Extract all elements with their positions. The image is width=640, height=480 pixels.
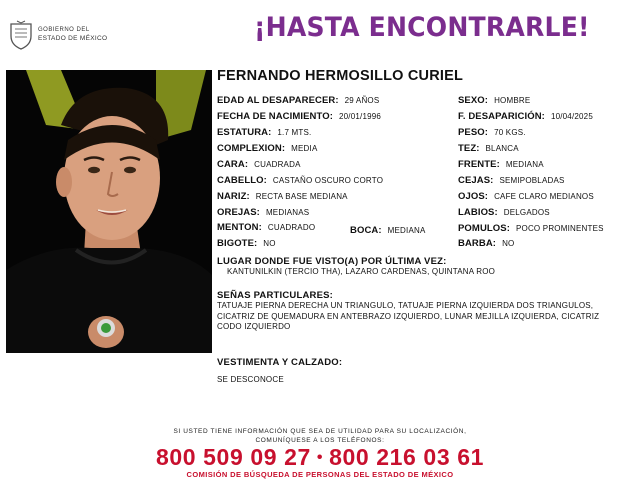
field-orejas (217, 208, 309, 218)
field-barba (458, 239, 514, 249)
portrait-illustration (6, 70, 212, 353)
government-line-1: GOBIERNO DEL (38, 27, 90, 33)
field-label: PESO: (458, 127, 489, 138)
phone-number-1[interactable]: 800 509 09 27 (156, 444, 311, 470)
field-cejas (458, 176, 565, 186)
field-value: NO (502, 239, 515, 248)
government-logo (8, 20, 118, 50)
field-label: TEZ: (458, 143, 480, 154)
missing-person-photo (6, 70, 212, 353)
field-value: MEDIA (291, 144, 318, 153)
field-sexo (458, 96, 530, 106)
field-value: 1.7 MTS. (277, 128, 312, 137)
field-label: LABIOS: (458, 207, 498, 218)
field-cabello (217, 176, 383, 186)
field-value: CUADRADO (267, 223, 316, 232)
field-label: POMULOS: (458, 223, 510, 234)
field-value: 10/04/2025 (550, 112, 593, 121)
field-value: 29 AÑOS (344, 96, 380, 105)
phone-separator: • (316, 449, 324, 466)
field-label: COMPLEXION: (217, 143, 286, 154)
field-value: NO (263, 239, 276, 248)
commission-name: COMISIÓN DE BÚSQUEDA DE PERSONAS DEL ESTADO DE MÉXICO (186, 470, 454, 479)
last-seen-value: KANTUNILKIN (TERCIO THA), LAZARO CARDENAS, QUINTANA ROO (227, 267, 496, 276)
field-value: CAFE CLARO MEDIANOS (494, 192, 594, 201)
field-estatura (217, 128, 311, 138)
field-tez (458, 144, 519, 154)
field-value: POCO PROMINENTES (516, 224, 604, 233)
slogan-title: ¡HASTA ENCONTRARLE! (254, 12, 590, 43)
field-frente (458, 160, 544, 170)
field-label: BOCA: (350, 225, 382, 236)
field-cara (217, 160, 301, 170)
clothing-title: VESTIMENTA Y CALZADO: (217, 357, 343, 368)
field-fecha-desaparicion (458, 112, 593, 122)
marks-title: SEÑAS PARTICULARES: (217, 290, 334, 301)
field-labios (458, 208, 550, 218)
field-value: CUADRADA (254, 160, 301, 169)
field-label: CEJAS: (458, 175, 494, 186)
phone-number-2[interactable]: 800 216 03 61 (329, 444, 484, 470)
field-fecha-nacimiento (217, 112, 381, 122)
contact-message-line-2: COMUNÍQUESE A LOS TELÉFONOS: (255, 436, 385, 444)
contact-message-line-1: SI USTED TIENE INFORMACIÓN QUE SEA DE UTILIDAD PARA SU LOCALIZACIÓN, (173, 428, 467, 435)
field-nariz (217, 192, 348, 202)
last-seen-title: LUGAR DONDE FUE VISTO(A) POR ÚLTIMA VEZ: (217, 256, 447, 267)
field-value: SEMIPOBLADAS (499, 176, 565, 185)
field-pomulos (458, 224, 604, 234)
field-value: DELGADOS (503, 208, 550, 217)
field-label: CABELLO: (217, 175, 267, 186)
field-label: FECHA DE NACIMIENTO: (217, 111, 333, 122)
field-value: CASTAÑO OSCURO CORTO (272, 176, 384, 185)
field-label: EDAD AL DESAPARECER: (217, 95, 339, 106)
field-edad (217, 96, 379, 106)
field-label: ESTATURA: (217, 127, 272, 138)
field-label: OJOS: (458, 191, 489, 202)
field-label: CARA: (217, 159, 249, 170)
contact-message (0, 428, 640, 445)
field-value: RECTA BASE MEDIANA (255, 192, 348, 201)
phone-numbers (0, 444, 640, 471)
field-value: MEDIANA (505, 160, 544, 169)
field-boca (350, 226, 426, 236)
field-label: MENTON: (217, 222, 262, 233)
field-complexion (217, 144, 317, 154)
field-label: NARIZ: (217, 191, 250, 202)
field-value: BLANCA (485, 144, 519, 153)
field-value: 20/01/1996 (339, 112, 382, 121)
field-ojos (458, 192, 594, 202)
person-name: FERNANDO HERMOSILLO CURIEL (217, 68, 464, 84)
marks-value: TATUAJE PIERNA DERECHA UN TRIANGULO, TATUAJE PIERNA IZQUIERDA DOS TRIANGULOS, CICATRIZ DE QUEMADURA EN ANTEBRAZO IZQUIERDO, LUNAR MEJILLA IZQUIERDA, CICATRIZ CODO IZQUIERDO (217, 301, 600, 331)
field-label: BARBA: (458, 238, 497, 249)
coat-of-arms-icon (8, 20, 34, 50)
field-label: BIGOTE: (217, 238, 258, 249)
field-value: MEDIANA (387, 226, 426, 235)
government-line-2: ESTADO DE MÉXICO (38, 35, 108, 42)
field-peso (458, 128, 526, 138)
field-value: MEDIANAS (265, 208, 310, 217)
field-value: 70 KGS. (494, 128, 526, 137)
field-label: SEXO: (458, 95, 489, 106)
field-label: F. DESAPARICIÓN: (458, 111, 545, 122)
field-menton (217, 223, 315, 233)
field-label: FRENTE: (458, 159, 500, 170)
field-value: HOMBRE (494, 96, 531, 105)
clothing-value: SE DESCONOCE (217, 375, 284, 384)
field-label: OREJAS: (217, 207, 260, 218)
field-bigote (217, 239, 276, 249)
